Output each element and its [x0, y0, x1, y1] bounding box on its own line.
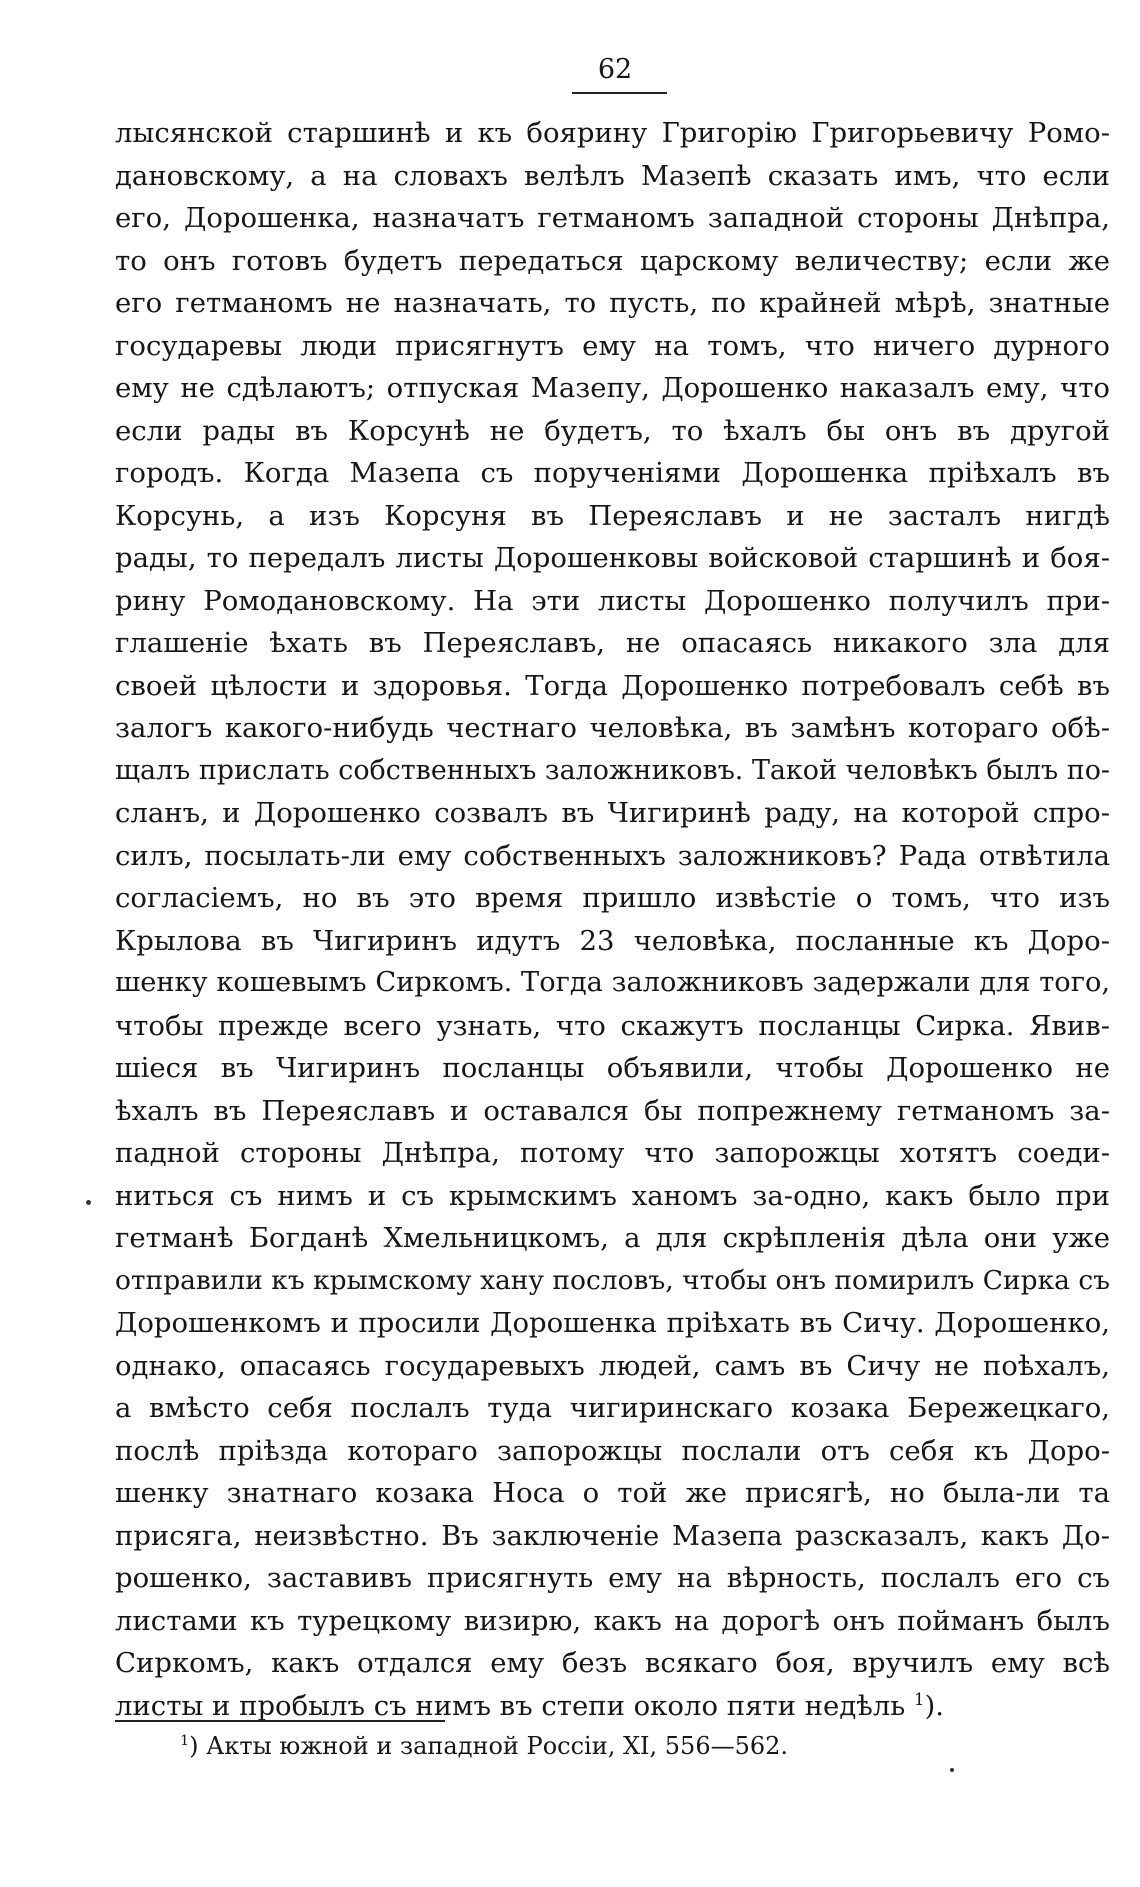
text-line: листами къ турецкому визирю, какъ на дорогѣ онъ пойманъ былъ: [115, 1604, 1110, 1637]
print-speck: [86, 1200, 91, 1205]
text-line: шенку кошевымъ Сиркомъ. Тогда заложниковъ задержали для того,: [115, 967, 1110, 998]
footnote-text: ) Акты южной и западной Россіи, XI, 556—562.: [189, 1732, 789, 1760]
text-line: отправили къ крымскому хану пословъ, чтобы онъ помирилъ Сирка съ: [115, 1264, 1110, 1296]
footnote-reference: 1: [914, 1689, 925, 1709]
text-line: рину Ромодановскому. На эти листы Дорошенко получилъ при-: [115, 584, 1110, 617]
footnote: [180, 1728, 788, 1764]
text-line: рошенко, заставивъ присягнуть ему на вѣрность, послалъ его съ: [115, 1562, 1110, 1594]
text-line: государевы люди присягнутъ ему на томъ, что ничего дурного: [115, 329, 1110, 362]
footnote-rule: [115, 1720, 445, 1722]
text-line: ему не сдѣлаютъ; отпуская Мазепу, Дорошенко наказалъ ему, что: [115, 372, 1110, 404]
text-line: Сиркомъ, какъ отдался ему безъ всякаго боя, вручилъ ему всѣ: [115, 1647, 1110, 1679]
text-line: согласіемъ, но въ это время пришло извѣстіе о томъ, что изъ: [115, 882, 1110, 914]
text-line: чтобы прежде всего узнать, что скажутъ посланцы Сирка. Явив-: [115, 1009, 1110, 1042]
text-line: ѣхалъ въ Переяславъ и оставался бы попрежнему гетманомъ за-: [115, 1094, 1110, 1127]
text-line: лысянской старшинѣ и къ боярину Григорію Григорьевичу Ромо-: [115, 117, 1110, 149]
text-line: своей цѣлости и здоровья. Тогда Дорошенко потребовалъ себѣ въ: [115, 669, 1110, 702]
text-line: шіеся въ Чигиринъ посланцы объявили, чтобы Дорошенко не: [115, 1052, 1110, 1084]
text-line: дановскому, а на словахъ велѣлъ Мазепѣ сказать имъ, что если: [115, 159, 1110, 192]
text-line: присяга, неизвѣстно. Въ заключеніе Мазепа разсказалъ, какъ До-: [115, 1519, 1110, 1552]
text-line: а вмѣсто себя послалъ туда чигиринскаго козака Бережецкаго,: [115, 1392, 1110, 1424]
text-line: Крылова въ Чигиринъ идутъ 23 человѣка, посланные къ Доро-: [115, 924, 1110, 957]
text-line: глашеніе ѣхать въ Переяславъ, не опасаясь никакого зла для: [115, 627, 1110, 659]
text-line: его, Дорошенка, назначатъ гетманомъ западной стороны Днѣпра,: [115, 202, 1110, 234]
text-line: однако, опасаясь государевыхъ людей, самъ въ Сичу не поѣхалъ,: [115, 1349, 1110, 1382]
text-line: его гетманомъ не назначать, то пусть, по крайней мѣрѣ, знатные: [115, 287, 1110, 319]
text-line: сланъ, и Дорошенко созвалъ въ Чигиринѣ раду, на которой спро-: [115, 797, 1110, 829]
text-line: ниться съ нимъ и съ крымскимъ ханомъ за-одно, какъ было при: [115, 1179, 1110, 1212]
text-line: шенку знатнаго козака Носа о той же присягѣ, но была-ли та: [115, 1477, 1110, 1509]
text-line: щалъ прислать собственныхъ заложниковъ. Такой человѣкъ былъ по-: [115, 754, 1110, 786]
text-line: рады, то передалъ листы Дорошенковы войсковой старшинѣ и боя-: [115, 542, 1110, 574]
page-number-rule: [572, 92, 667, 94]
footnote-marker: 1: [180, 1733, 190, 1749]
last-line-tail: ).: [924, 1689, 945, 1722]
text-line: падной стороны Днѣпра, потому что запорожцы хотятъ соеди-: [115, 1137, 1110, 1169]
text-line: Дорошенкомъ и просили Дорошенка пріѣхать въ Сичу. Дорошенко,: [115, 1307, 1110, 1339]
last-line-text: листы и пробылъ съ нимъ въ степи около пяти недѣль: [115, 1689, 906, 1722]
text-line: залогъ какого-нибудь честнаго человѣка, въ замѣнъ котораго обѣ-: [115, 712, 1110, 744]
text-line: гетманѣ Богданѣ Хмельницкомъ, а для скрѣпленія дѣла они уже: [115, 1222, 1110, 1254]
text-line: послѣ пріѣзда котораго запорожцы послали отъ себя къ Доро-: [115, 1434, 1110, 1467]
text-line: городъ. Когда Мазепа съ порученіями Дорошенка пріѣхалъ въ: [115, 457, 1110, 489]
text-line: если рады въ Корсунѣ не будетъ, то ѣхалъ бы онъ въ другой: [115, 414, 1110, 447]
text-line: то онъ готовъ будетъ передаться царскому величеству; если же: [115, 244, 1110, 277]
text-line: Корсунь, а изъ Корсуня въ Переяславъ и не засталъ нигдѣ: [115, 499, 1110, 532]
page-number: 62: [597, 54, 633, 85]
print-speck: [950, 1768, 954, 1772]
text-line: силъ, посылать-ли ему собственныхъ заложниковъ? Рада отвѣтила: [115, 839, 1110, 872]
